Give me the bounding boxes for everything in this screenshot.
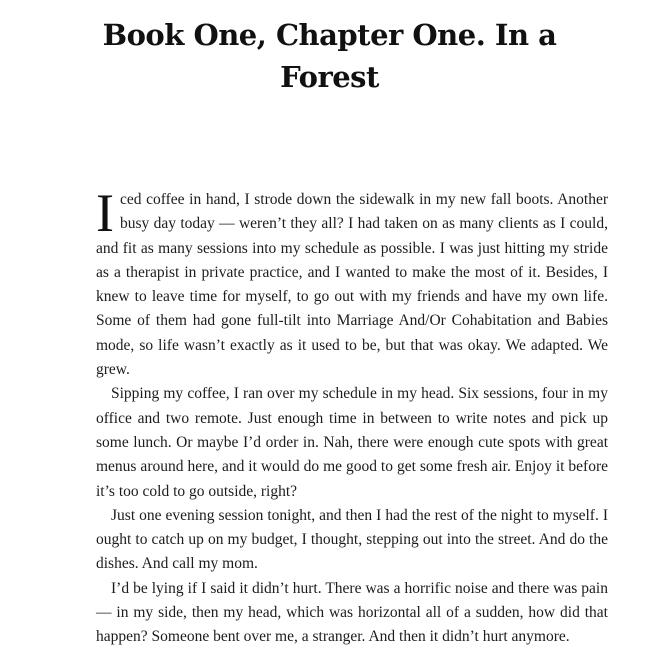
paragraph-3: Just one evening session tonight, and then I had the rest of the night to myself. I ought to catch up on my budget, I thought, stepping out into the street. And do the dishes. And call my mom.	[96, 506, 608, 573]
chapter-body	[96, 183, 608, 650]
paragraph-2: Sipping my coffee, I ran over my schedule in my head. Six sessions, four in my office and two remote. Just enough time in between to write notes and pick up some lunch. Or maybe I’d order in. Nah, there were enough cute spots with great menus around here, and it would do me good to get some fresh air. Enjoy it before it’s too cold to go outside, right?	[96, 385, 608, 500]
chapter-title: Book One, Chapter One. In a Forest	[102, 18, 557, 94]
paragraph-1	[96, 183, 608, 382]
drop-cap: I	[96, 183, 114, 243]
paragraph-1-text: ced coffee in hand, I strode down the sidewalk in my new fall boots. Another busy day today — weren’t they all? I had taken on as many clients as I could, and fit as many sessions into my schedule as possible. I was just hitting my stride as a therapist in private practice, and I wanted to make the most of it. Besides, I knew to leave time for myself, to go out with my friends and have my own life. Some of them had gone full-tilt into Marriage And/Or Cohabitation and Babies mode, so life wasn’t exactly as it used to be, but that was okay. We adapted. We grew.	[96, 191, 608, 379]
paragraph-4: I’d be lying if I said it didn’t hurt. There was a horrific noise and there was pain — in my side, then my head, which was horizontal all of a sudden, how did that happen? Someone bent over me, a stranger. And then it didn’t hurt anymore.	[96, 579, 608, 646]
